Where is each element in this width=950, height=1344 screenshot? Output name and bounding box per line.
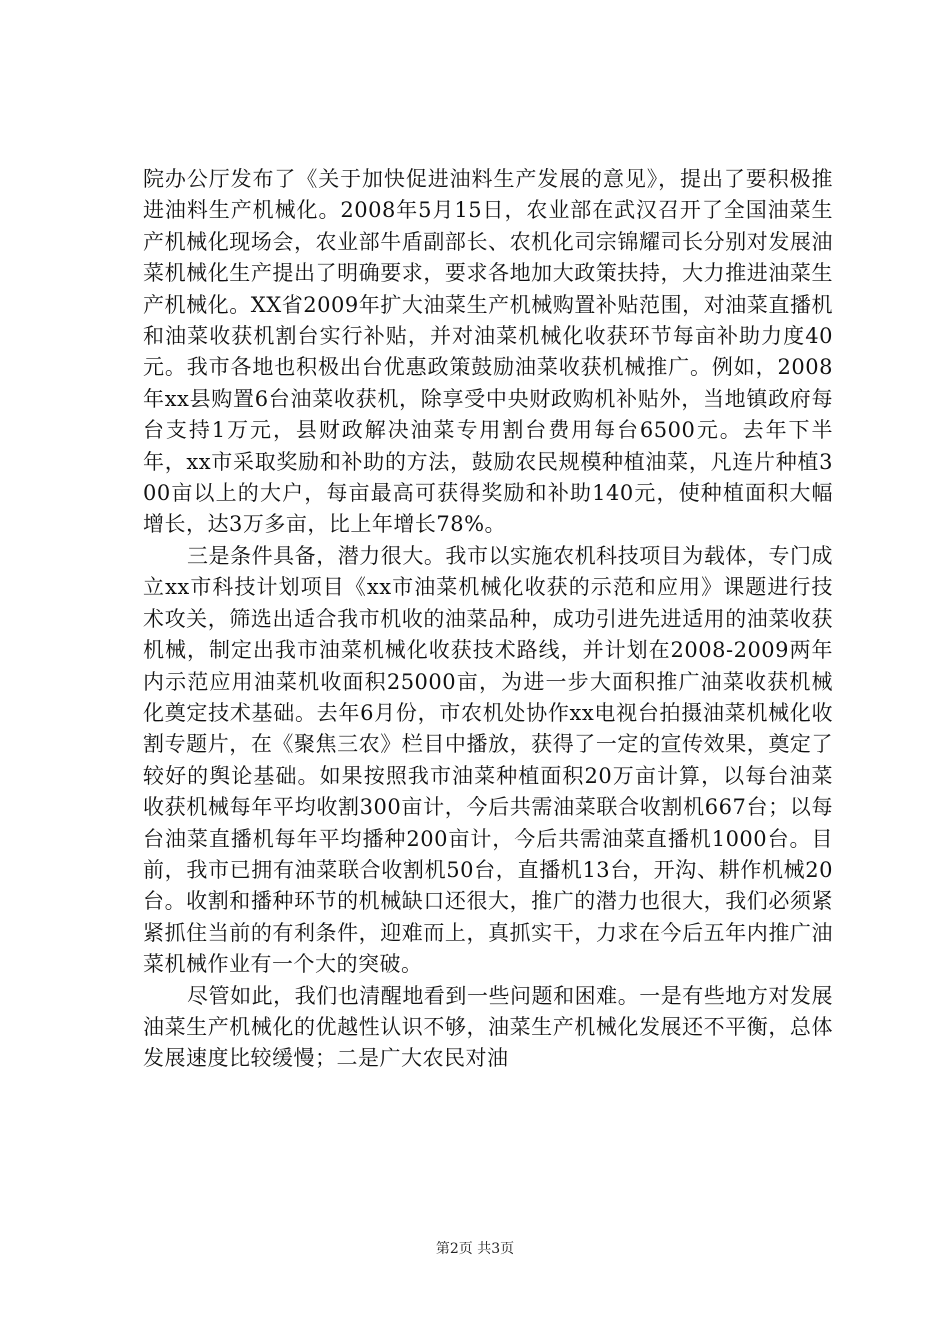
paragraph-2: 三是条件具备，潜力很大。我市以实施农机科技项目为载体，专门成立xx市科技计划项目《xx市油菜机械化收获的示范和应用》课题进行技术攻关，筛选出适合我市机收的油菜品种，成功引进先进适用的油菜收获机械，制定出我市油菜机械化收获技术路线，并计划在2008-2009两年内示范应用油菜机收面积25000亩，为进一步大面积推广油菜收获机械化奠定技术基础。去年6月份，市农机处协作xx电视台拍摄油菜机械化收割专题片，在《聚焦三农》栏目中播放，获得了一定的宣传效果，奠定了较好的舆论基础。如果按照我市油菜种植面积20万亩计算，以每台油菜收获机械每年平均收割300亩计，今后共需油菜联合收割机667台；以每台油菜直播机每年平均播种200亩计，今后共需油菜直播机1000台。目前，我市已拥有油菜联合收割机50台，直播机13台，开沟、耕作机械20台。收割和播种环节的机械缺口还很大，推广的潜力也很大，我们必须紧紧抓住当前的有利条件，迎难而上，真抓实干，力求在今后五年内推广油菜机械作业有一个大的突破。	[143, 543, 833, 977]
paragraph-3: 尽管如此，我们也清醒地看到一些问题和困难。一是有些地方对发展油菜生产机械化的优越性认识不够，油菜生产机械化发展还不平衡，总体发展速度比较缓慢；二是广大农民对油	[143, 983, 833, 1071]
page-footer: 第2页 共3页	[435, 1241, 515, 1257]
paragraph-1: 院办公厅发布了《关于加快促进油料生产发展的意见》，提出了要积极推进油料生产机械化。2008年5月15日，农业部在武汉召开了全国油菜生产机械化现场会，农业部牛盾副部长、农机化司宗锦耀司长分别对发展油菜机械化生产提出了明确要求，要求各地加大政策扶持，大力推进油菜生产机械化。XX省2009年扩大油菜生产机械购置补贴范围，对油菜直播机和油菜收获机割台实行补贴，并对油菜机械化收获环节每亩补助力度40元。我市各地也积极出台优惠政策鼓励油菜收获机械推广。例如，2008年xx县购置6台油菜收获机，除享受中央财政购机补贴外，当地镇政府每台支持1万元，县财政解决油菜专用割台费用每台6500元。去年下半年，xx市采取奖励和补助的方法，鼓励农民规模种植油菜，凡连片种植300亩以上的大户，每亩最高可获得奖励和补助140元，使种植面积大幅增长，达3万多亩，比上年增长78%。	[143, 167, 833, 537]
document-body	[143, 164, 833, 1075]
